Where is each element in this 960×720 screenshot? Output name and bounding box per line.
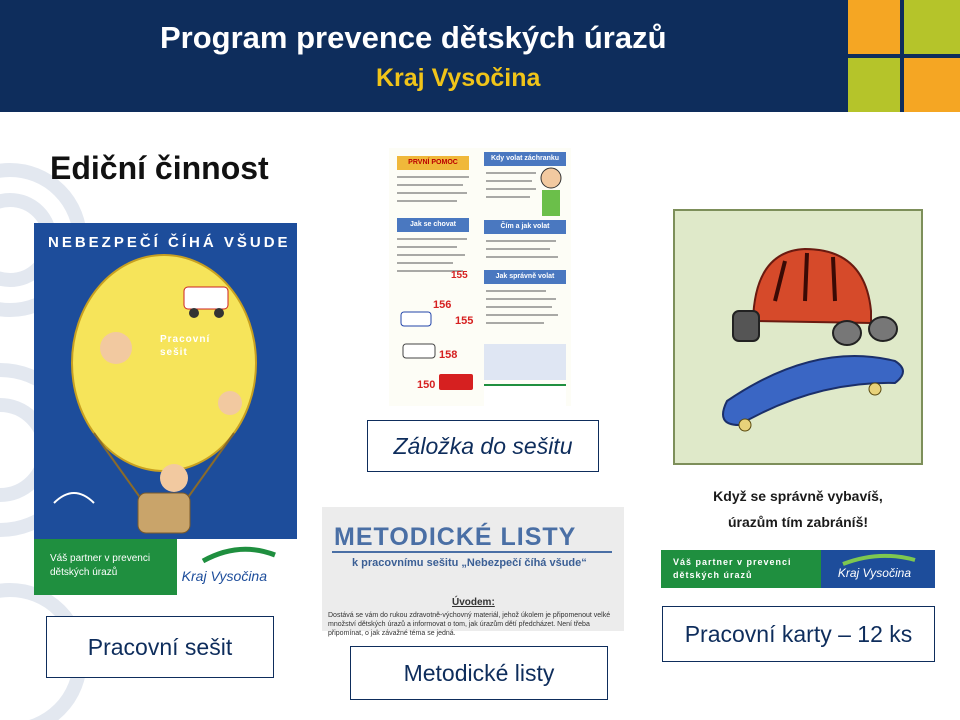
number-150: 150 (417, 379, 436, 391)
text-line (486, 188, 536, 190)
child-figure-illustration (534, 166, 568, 220)
number-155b: 155 (455, 315, 474, 327)
method-divider (332, 551, 612, 553)
workbook-footer (34, 539, 297, 595)
page-title: Program prevence dětských úrazů (160, 20, 667, 55)
decor-tile-green (904, 0, 960, 54)
text-line (397, 246, 457, 248)
card-partner-line1: Váš partner v prevenci (673, 557, 792, 567)
card-illustration-frame (673, 209, 923, 465)
section-title: Ediční činnost (50, 150, 269, 186)
text-line (486, 196, 530, 198)
text-line (486, 256, 558, 258)
method-intro-text: Dostává se vám do rukou zdravotně-výchovný materiál, jehož úkolem je připomenout velké množství dětských úrazů a informovat o tom, jak úrazům dětí předcházet. Není třeba připomínat, o jak závažné téma se jedná. (328, 612, 611, 637)
logo-swoosh-icon (839, 552, 919, 566)
method-subtitle: k pracovnímu sešitu „Nebezpečí číhá všude“ (352, 557, 587, 569)
bookmark-image (389, 148, 571, 406)
card-footer (661, 550, 935, 588)
decor-tile-orange-2 (904, 58, 960, 112)
text-line (397, 184, 463, 186)
logo-text: Kraj Vysočina (837, 566, 911, 580)
workbook-partner-text: Váš partner v prevenci dětských úrazů (50, 553, 151, 578)
ambulance-155-illustration (449, 266, 483, 294)
cards-caption: Pracovní karty – 12 ks (662, 606, 935, 662)
kraj-vysocina-logo (821, 550, 935, 588)
cover-title-line2: sešit (160, 347, 188, 358)
cover-title-line1: Pracovní (160, 334, 211, 345)
text-line (397, 238, 467, 240)
text-line (397, 254, 465, 256)
method-intro-label: Úvodem: (452, 597, 495, 608)
text-line (486, 290, 546, 292)
methodical-sheets-image (322, 507, 624, 637)
text-line (486, 180, 532, 182)
workbook-heading: NEBEZPEČÍ ČÍHÁ VŠUDE (48, 234, 291, 251)
bookmark-caption: Záložka do sešitu (367, 420, 599, 472)
bookmark-left-subheading: Jak se chovat (397, 218, 469, 232)
text-line (486, 306, 552, 308)
text-line (397, 176, 469, 178)
text-line (486, 322, 544, 324)
kraj-vysocina-logo (177, 539, 297, 595)
method-title: METODICKÉ LISTY (334, 523, 577, 551)
bookmark-right-subheading-2: Jak správně volat (484, 270, 566, 284)
card-slogan-line1: Když se správně vybavíš, (713, 488, 883, 504)
safety-card-image (661, 200, 935, 588)
number-158: 158 (439, 349, 458, 361)
card-slogan-line2: úrazům tím zabráníš! (727, 514, 869, 530)
bookmark-right-panel (482, 148, 571, 406)
card-partner-line2: dětských úrazů (673, 570, 753, 580)
text-line (486, 172, 536, 174)
header-bar (0, 0, 960, 112)
decor-tile-green-2 (848, 58, 900, 112)
card-slogan (661, 483, 935, 535)
workbook-cover-title (160, 333, 210, 359)
page-subtitle: Kraj Vysočina (376, 64, 541, 92)
workbook-cover-image (34, 223, 297, 595)
balloon-illustration (34, 253, 297, 543)
logo-swoosh-icon (199, 545, 279, 565)
helmet-skateboard-illustration (675, 211, 921, 463)
workbook-caption: Pracovní sešit (46, 616, 274, 678)
decor-tile-orange (848, 0, 900, 54)
card-partner-text (673, 556, 792, 582)
bookmark-right-subheading-1: Čím a jak volat (484, 220, 566, 234)
logo-text: Kraj Vysočina (181, 568, 267, 584)
number-155: 155 (451, 270, 468, 281)
text-line (486, 298, 556, 300)
text-line (397, 192, 467, 194)
bookmark-left-heading: PRVNÍ POMOC (397, 156, 469, 170)
text-line (397, 262, 453, 264)
text-line (397, 200, 457, 202)
text-line (486, 248, 550, 250)
text-line (486, 314, 558, 316)
method-caption: Metodické listy (350, 646, 608, 700)
number-156: 156 (433, 299, 452, 311)
bookmark-right-heading: Kdy volat záchranku (484, 152, 566, 166)
vehicles-illustration (395, 288, 479, 404)
bookmark-notes-box (484, 344, 566, 380)
bookmark-logo-strip (484, 384, 566, 406)
text-line (486, 240, 556, 242)
